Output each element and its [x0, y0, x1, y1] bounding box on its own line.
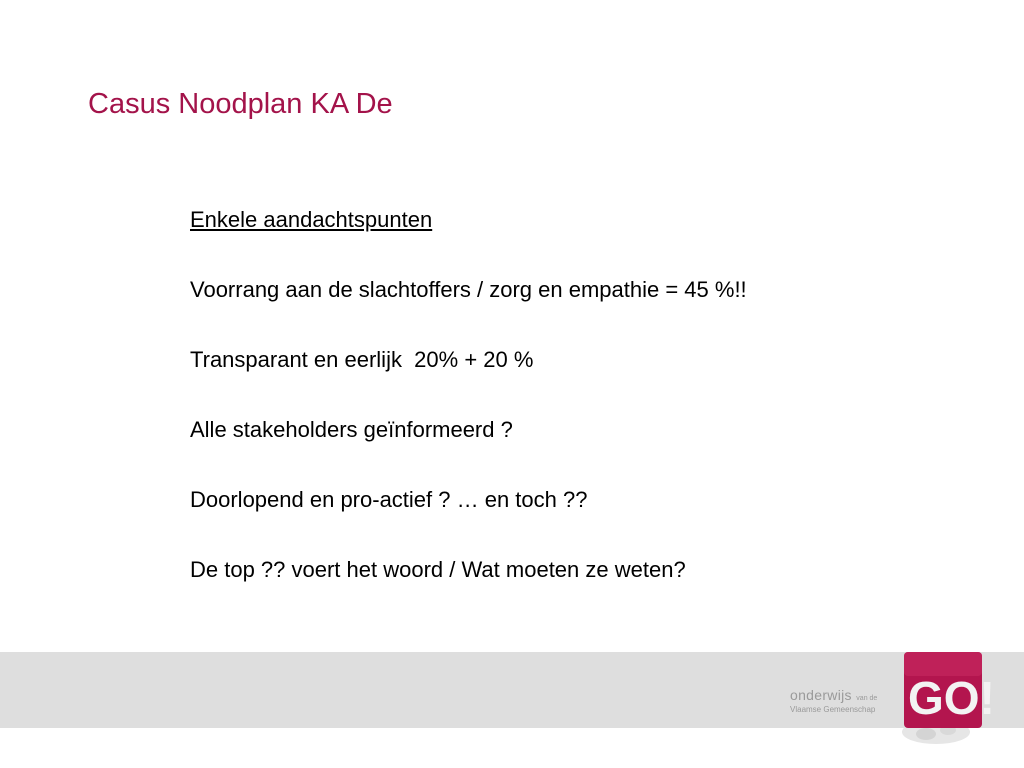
brand-small: van de [856, 695, 878, 702]
point-item: Voorrang aan de slachtoffers / zorg en empathie = 45 %!! [190, 277, 747, 302]
point-item: Doorlopend en pro-actief ? … en toch ?? [190, 487, 588, 512]
point-item: Alle stakeholders geïnformeerd ? [190, 417, 513, 442]
point-item: Transparant en eerlijk 20% + 20 % [190, 347, 534, 372]
brand-main: onderwijs [790, 687, 852, 703]
point-item: De top ?? voert het woord / Wat moeten ze weten? [190, 557, 686, 582]
go-logo-icon [902, 650, 995, 730]
brand-wordmark [790, 688, 877, 714]
slide-title: Casus Noodplan KA De [88, 88, 393, 120]
section-heading: Enkele aandachtspunten [190, 207, 433, 232]
brand-subline: Vlaamse Gemeenschap [790, 705, 876, 714]
slide-content [190, 205, 990, 625]
logo-text: GO! [908, 672, 995, 724]
